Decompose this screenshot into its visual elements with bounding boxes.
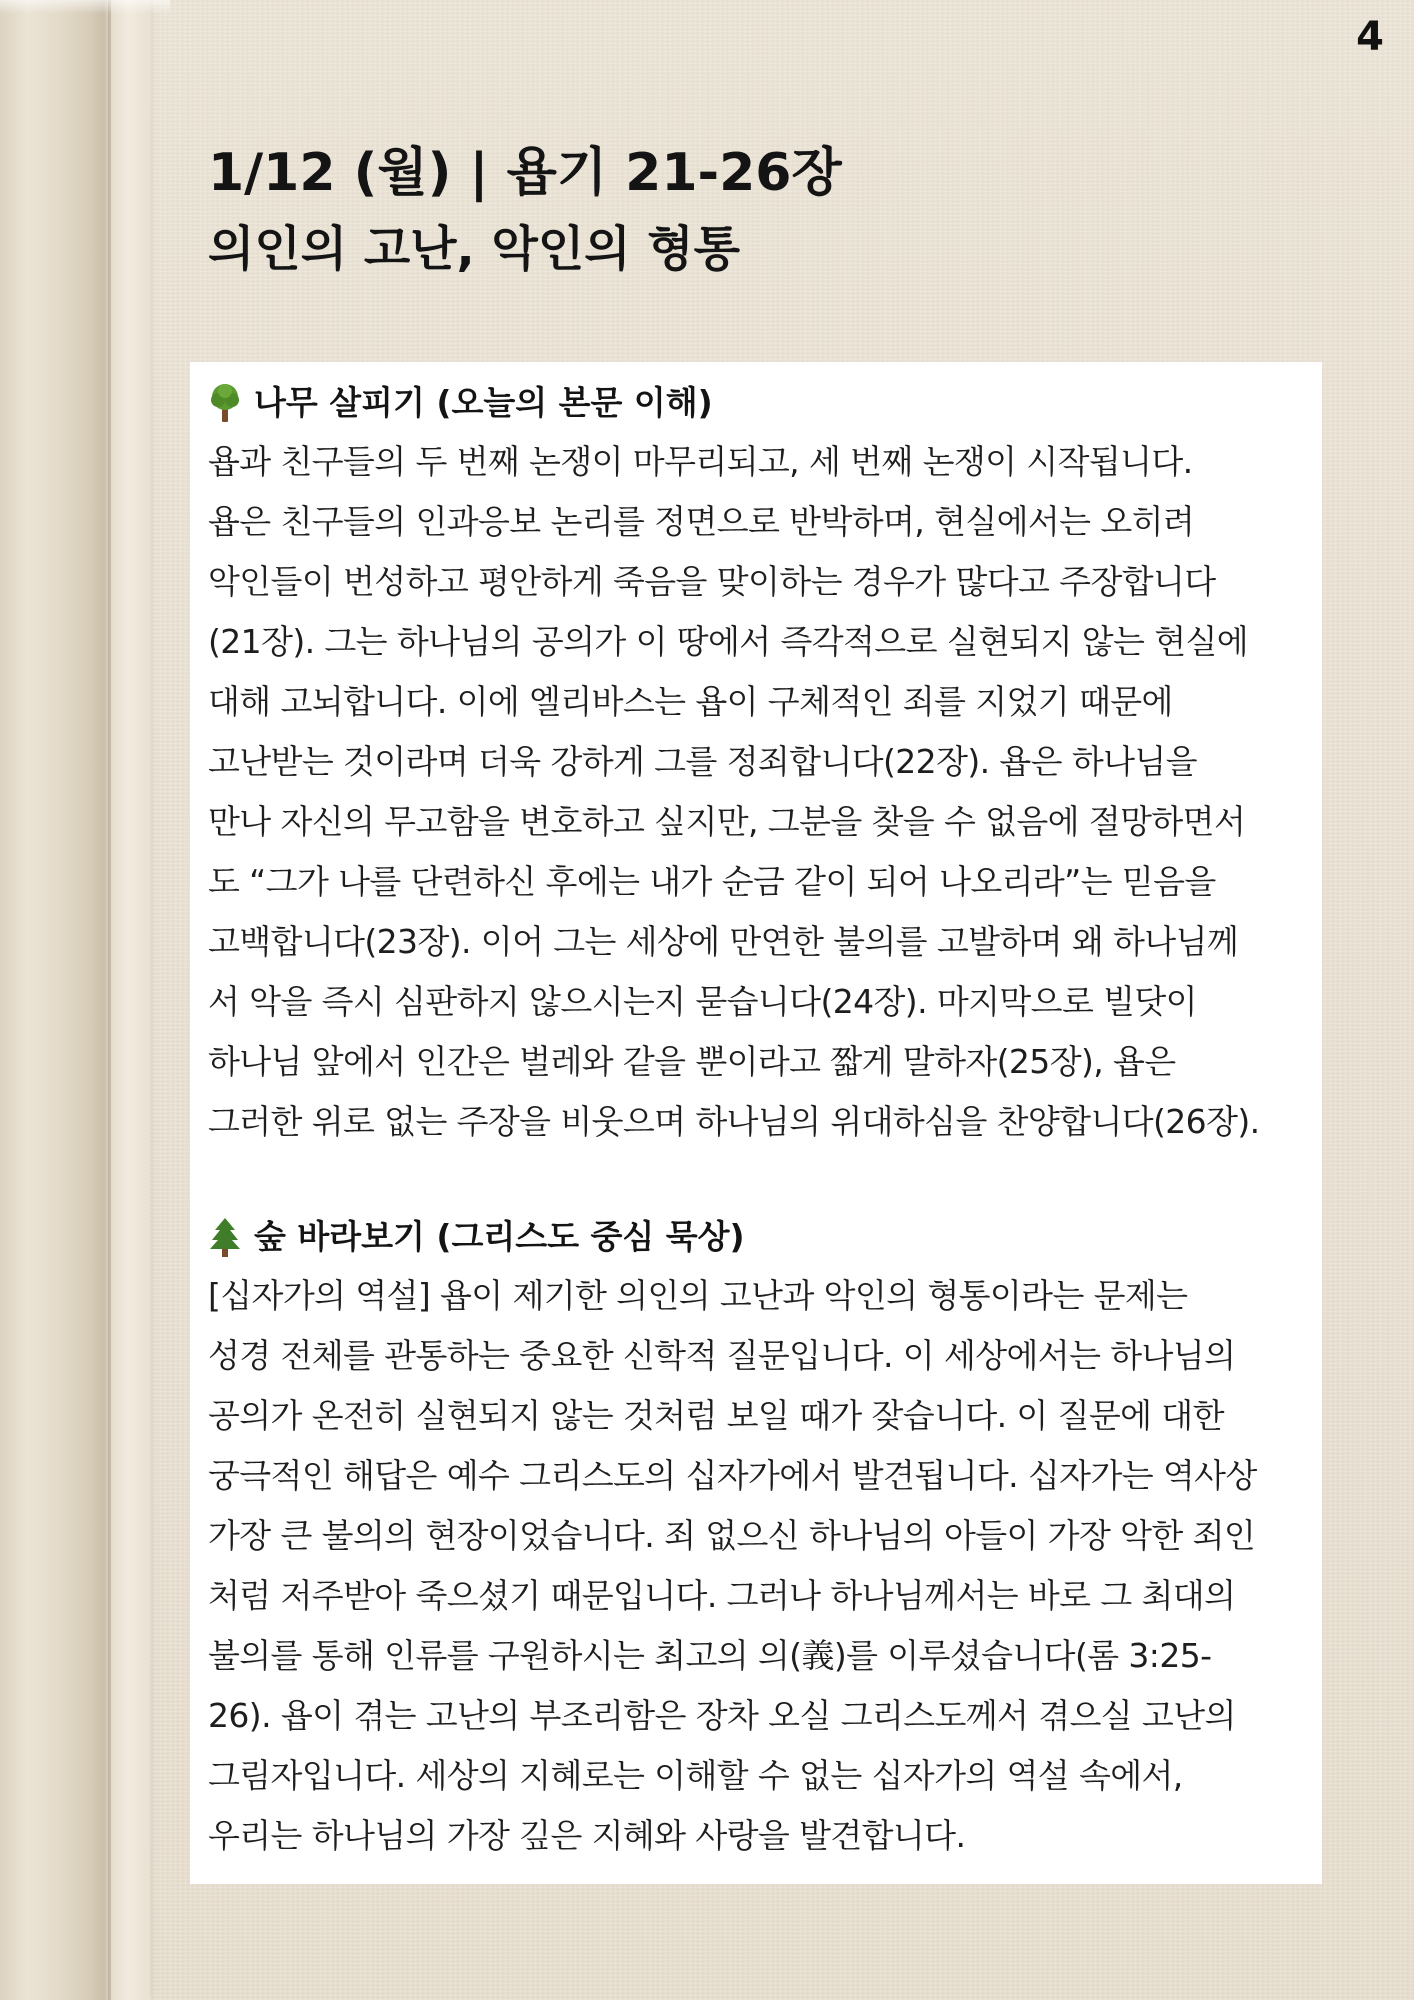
body-line: 하나님 앞에서 인간은 벌레와 같을 뿐이라고 짧게 말하자(25장), 욥은 — [208, 1042, 1176, 1081]
section-forest — [208, 1208, 1308, 1866]
body-line: 고백합니다(23장). 이어 그는 세상에 만연한 불의를 고발하며 왜 하나님께 — [208, 922, 1239, 961]
body-line: 그림자입니다. 세상의 지혜로는 이해할 수 없는 십자가의 역설 속에서, — [208, 1756, 1183, 1795]
page-subtitle: 의인의 고난, 악인의 형통 — [208, 221, 741, 277]
body-line: 악인들이 번성하고 평안하게 죽음을 맞이하는 경우가 많다고 주장합니다 — [208, 562, 1216, 601]
body-line: 그러한 위로 없는 주장을 비웃으며 하나님의 위대하심을 찬양합니다(26장). — [208, 1102, 1260, 1141]
body-line: 처럼 저주받아 죽으셨기 때문입니다. 그러나 하나님께서는 바로 그 최대의 — [208, 1576, 1236, 1615]
page-title: 1/12 (월) | 욥기 21-26장 — [208, 143, 842, 203]
body-line: 서 악을 즉시 심판하지 않으시는지 묻습니다(24장). 마지막으로 빌닷이 — [208, 982, 1197, 1021]
body-line: 대해 고뇌합니다. 이에 엘리바스는 욥이 구체적인 죄를 지었기 때문에 — [208, 682, 1173, 721]
body-line: 욥은 친구들의 인과응보 논리를 정면으로 반박하며, 현실에서는 오히려 — [208, 502, 1195, 541]
body-line: 가장 큰 불의의 현장이었습니다. 죄 없으신 하나님의 아들이 가장 악한 죄인 — [208, 1516, 1256, 1555]
spine-crease — [108, 0, 111, 2000]
body-line: 불의를 통해 인류를 구원하시는 최고의 의(義)를 이루셨습니다(롬 3:25- — [208, 1636, 1212, 1675]
body-line: 만나 자신의 무고함을 변호하고 싶지만, 그분을 찾을 수 없음에 절망하면서 — [208, 802, 1246, 841]
body-line: 성경 전체를 관통하는 중요한 신학적 질문입니다. 이 세상에서는 하나님의 — [208, 1336, 1236, 1375]
body-line: 공의가 온전히 실현되지 않는 것처럼 보일 때가 잦습니다. 이 질문에 대한 — [208, 1396, 1224, 1435]
section-body-tree — [208, 432, 1308, 1152]
body-line: [십자가의 역설] 욥이 제기한 의인의 고난과 악인의 형통이라는 문제는 — [208, 1276, 1188, 1315]
body-line: 욥과 친구들의 두 번째 논쟁이 마무리되고, 세 번째 논쟁이 시작됩니다. — [208, 442, 1193, 481]
deciduous-tree-icon — [208, 382, 242, 424]
content-card — [190, 362, 1322, 1884]
section-tree — [208, 374, 1308, 1152]
page-header — [208, 138, 1338, 282]
page-curl — [0, 0, 170, 14]
body-line: 고난받는 것이라며 더욱 강하게 그를 정죄합니다(22장). 욥은 하나님을 — [208, 742, 1197, 781]
body-line: 우리는 하나님의 가장 깊은 지혜와 사랑을 발견합니다. — [208, 1816, 966, 1855]
body-line: 도 “그가 나를 단련하신 후에는 내가 순금 같이 되어 나오리라”는 믿음을 — [208, 862, 1216, 901]
section-heading-text: 나무 살피기 (오늘의 본문 이해) — [254, 383, 713, 422]
body-line: (21장). 그는 하나님의 공의가 이 땅에서 즉각적으로 실현되지 않는 현실에 — [208, 622, 1249, 661]
page-number: 4 — [1356, 14, 1384, 60]
section-body-forest — [208, 1266, 1308, 1866]
body-line: 26). 욥이 겪는 고난의 부조리함은 장차 오실 그리스도께서 겪으실 고난의 — [208, 1696, 1236, 1735]
evergreen-tree-icon — [208, 1216, 242, 1258]
section-heading-text: 숲 바라보기 (그리스도 중심 묵상) — [254, 1217, 745, 1256]
section-heading-tree — [208, 374, 1308, 432]
section-gap — [208, 1152, 1308, 1208]
book-spine — [0, 0, 150, 2000]
section-heading-forest — [208, 1208, 1308, 1266]
body-line: 궁극적인 해답은 예수 그리스도의 십자가에서 발견됩니다. 십자가는 역사상 — [208, 1456, 1257, 1495]
